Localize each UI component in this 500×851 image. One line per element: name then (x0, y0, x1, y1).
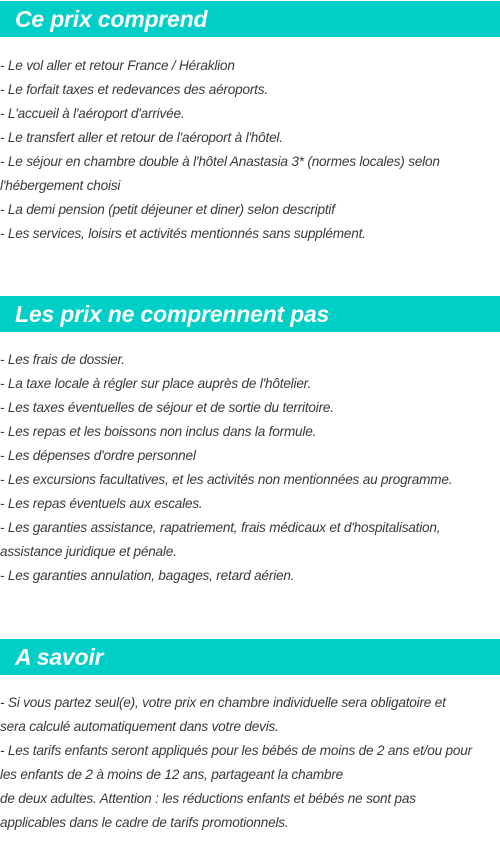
list-item: - Les excursions facultatives, et les activités non mentionnées au programme. (0, 472, 453, 487)
section-header-band (0, 639, 500, 675)
list-item: l'hébergement choisi (0, 178, 121, 193)
list-item: - Si vous partez seul(e), votre prix en chambre individuelle sera obligatoire et (0, 695, 446, 710)
section-good-to-know (0, 639, 500, 830)
section-body (0, 54, 500, 246)
list-item: - Le forfait taxes et redevances des aéroports. (0, 82, 268, 97)
section-body (0, 691, 500, 835)
list-item: les enfants de 2 à moins de 12 ans, partageant la chambre (0, 767, 344, 782)
list-item: - Les frais de dossier. (0, 352, 125, 367)
section-title: Ce prix comprend (15, 6, 208, 32)
section-price-includes (0, 1, 500, 241)
list-item: de deux adultes. Attention : les réductions enfants et bébés ne sont pas (0, 791, 416, 806)
section-title: A savoir (15, 644, 104, 670)
list-item: sera calculé automatiquement dans votre devis. (0, 719, 279, 734)
section-header-band (0, 296, 500, 332)
list-item: - Les tarifs enfants seront appliqués pour les bébés de moins de 2 ans et/ou pour (0, 743, 472, 758)
section-title: Les prix ne comprennent pas (15, 301, 330, 327)
list-item: - Les services, loisirs et activités mentionnés sans supplément. (0, 226, 366, 241)
list-item: - L'accueil à l'aéroport d'arrivée. (0, 106, 185, 121)
section-header-band (0, 1, 500, 37)
list-item: - La taxe locale à régler sur place auprès de l'hôtelier. (0, 376, 312, 391)
list-item: - Le transfert aller et retour de l'aéroport à l'hôtel. (0, 130, 283, 145)
list-item: assistance juridique et pénale. (0, 544, 177, 559)
list-item: - Les dépenses d'ordre personnel (0, 448, 196, 463)
list-item: - Les repas éventuels aux escales. (0, 496, 203, 511)
list-item: - Les garanties assistance, rapatriement, frais médicaux et d'hospitalisation, (0, 520, 441, 535)
list-item: applicables dans le cadre de tarifs promotionnels. (0, 815, 289, 830)
list-item: - Les garanties annulation, bagages, retard aérien. (0, 568, 295, 583)
section-body (0, 348, 500, 588)
list-item: - La demi pension (petit déjeuner et diner) selon descriptif (0, 202, 335, 217)
section-price-excludes (0, 296, 500, 583)
list-item: - Les taxes éventuelles de séjour et de sortie du territoire. (0, 400, 334, 415)
list-item: - Le séjour en chambre double à l'hôtel Anastasia 3* (normes locales) selon (0, 154, 440, 169)
list-item: - Les repas et les boissons non inclus dans la formule. (0, 424, 317, 439)
list-item: - Le vol aller et retour France / Héraklion (0, 58, 235, 73)
